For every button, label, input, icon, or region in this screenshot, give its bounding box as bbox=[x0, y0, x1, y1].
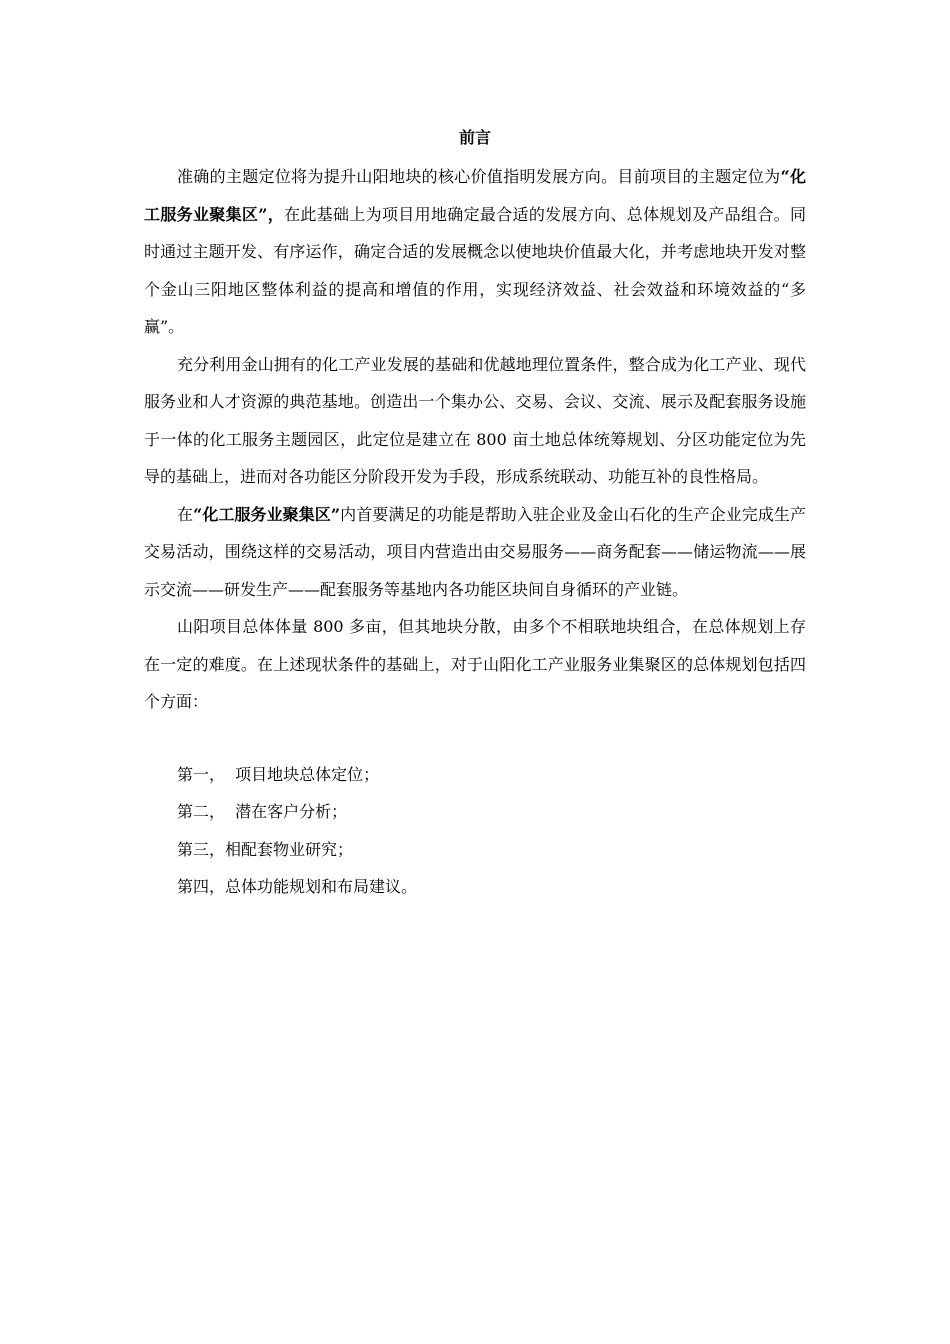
spacer bbox=[144, 721, 806, 756]
paragraph-3 bbox=[144, 496, 806, 609]
theme-highlight: “化工服务业聚集区”， bbox=[144, 167, 806, 224]
paragraph-1-body: 在此基础上为项目用地确定最合适的发展方向、总体规划及产品组合。同时通过主题开发、有序运作，确定合适的发展概念以使地块价值最大化，并考虑地块开发对整个金山三阳地区整体利益的提高和增值的作用，实现经济效益、社会效益和环境效益的“多赢”。 bbox=[144, 204, 806, 336]
document-page bbox=[144, 118, 806, 906]
list-item-2: 第二， 潜在客户分析； bbox=[177, 802, 348, 821]
list-item-3: 第三，相配套物业研究； bbox=[177, 839, 354, 859]
paragraph-1 bbox=[144, 158, 806, 346]
paragraph-3-intro: 在 bbox=[177, 504, 194, 524]
list-item-4: 第四，总体功能规划和布局建议。 bbox=[177, 877, 418, 896]
paragraph-4: 山阳项目总体体量 800 多亩，但其地块分散，由多个不相联地块组合，在总体规划上存在一定的难度。在上述现状条件的基础上，对于山阳化工产业服务业集聚区的总体规划包括四个方面： bbox=[144, 617, 806, 711]
theme-highlight-2: “化工服务业聚集区” bbox=[193, 504, 341, 524]
paragraph-1-intro: 准确的主题定位将为提升山阳地块的核心价值指明发展方向。目前项目的主题定位为 bbox=[177, 167, 781, 186]
paragraph-2: 充分利用金山拥有的化工产业发展的基础和优越地理位置条件，整合成为化工产业、现代服务业和人才资源的典范基地。创造出一个集办公、交易、会议、交流、展示及配套服务设施于一体的化工服务主题园区，此定位是建立在 800 亩土地总体统筹规划、分区功能定位为先导的基础上，进而对各功能区分阶段开发为手段，形成系统联动、功能互补的良性格局。 bbox=[144, 354, 806, 486]
paragraph-3-body: 内首要满足的功能是帮助入驻企业及金山石化的生产企业完成生产交易活动，围绕这样的交易活动，项目内营造出由交易服务——商务配套——储运物流——展示交流——研发生产——配套服务等基地内各功能区块间自身循环的产业链。 bbox=[144, 504, 806, 599]
document-title: 前言 bbox=[458, 128, 491, 147]
list-item-1: 第一， 项目地块总体定位； bbox=[177, 764, 380, 784]
